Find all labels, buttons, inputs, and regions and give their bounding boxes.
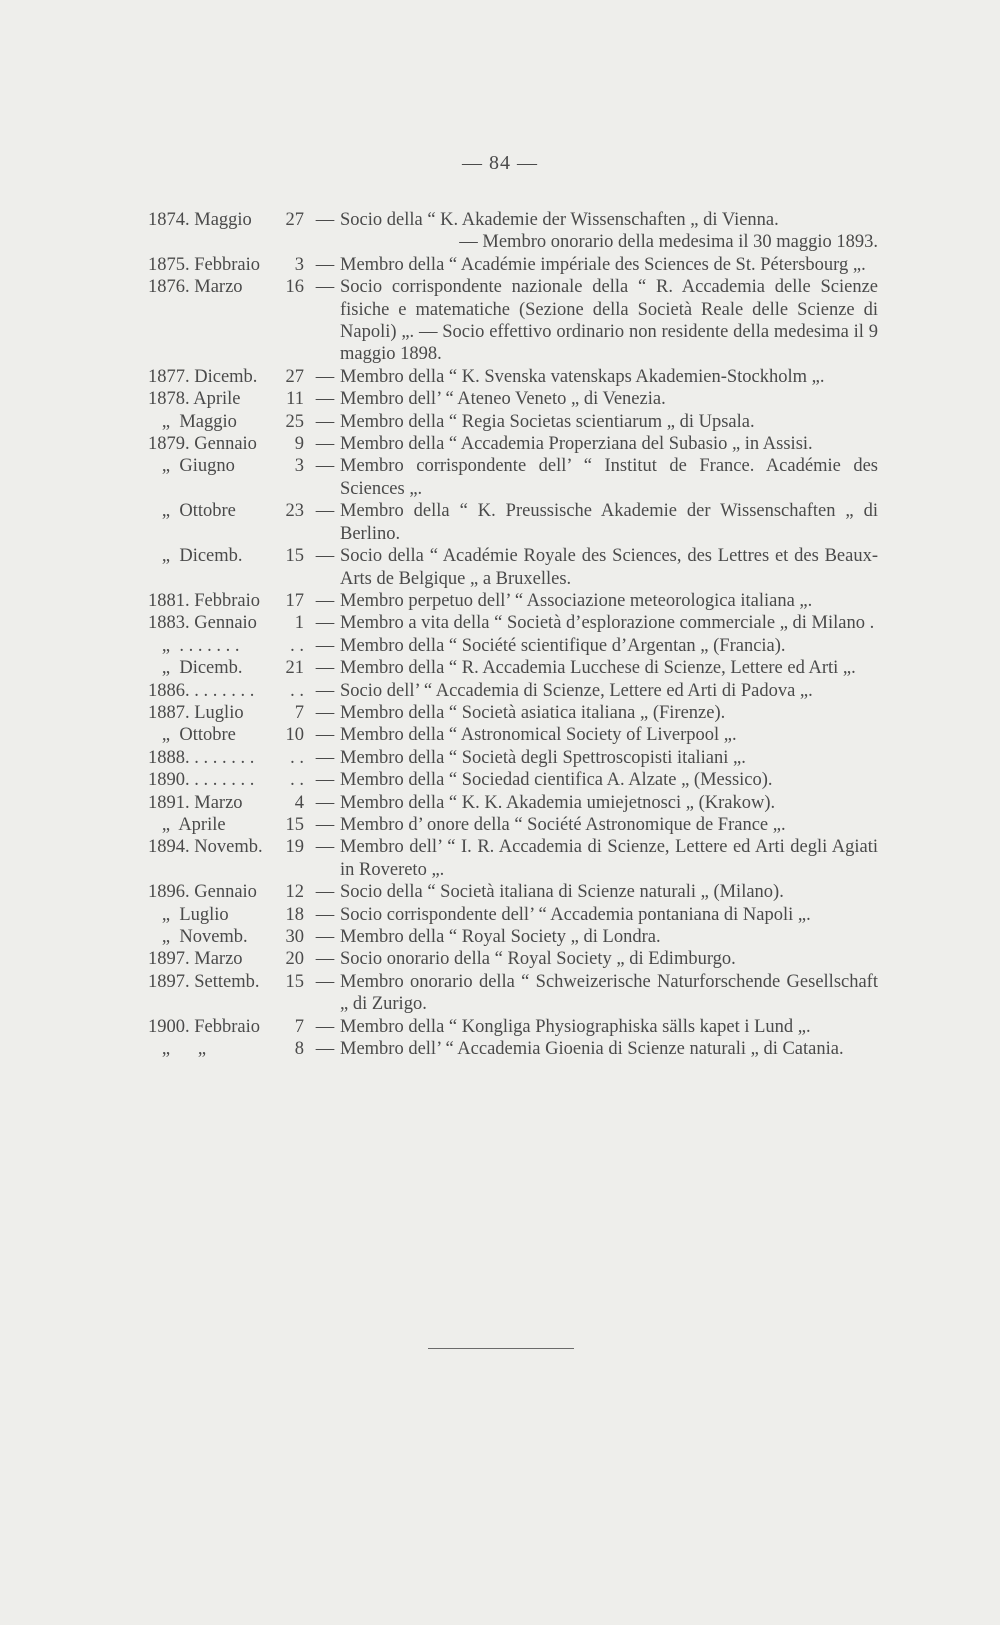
entry-dash: — [315,501,335,522]
list-item [148,948,878,970]
list-item [148,366,878,388]
entry-day: 25 [285,411,304,432]
entry-dash: — [315,210,335,230]
entry-text: Membro della “ R. Accademia Lucchese di Scienze, Lettere ed Arti „. [340,658,856,679]
entry-day: . . [290,770,304,791]
entry-text: Membro della “ Società asiatica italiana „ (Firenze). [340,702,726,723]
entry-text: Socio della “ K. Akademie der Wissenschaften „ di Vienna. [340,210,779,230]
entry-text: Membro della “ Regia Societas scientiarum „ di Upsala. [340,411,755,432]
list-item [148,1016,878,1038]
entry-dash: — [315,792,335,813]
entry-day: 7 [294,702,304,723]
entry-date: 1897. Marzo [148,949,243,970]
entry-dash: — [315,635,335,656]
entry-day: 17 [285,590,304,611]
list-item [148,1038,878,1060]
entry-text: Membro della “ Académie impériale des Sciences de St. Pétersbourg „. [340,254,866,275]
entry-date: „ Ottobre [148,501,236,522]
entry-text: — Membro onorario della medesima il 30 maggio 1893. [459,232,878,253]
list-item [148,836,878,881]
entry-dash: — [315,434,335,455]
entry-date: „ Dicemb. [148,658,243,679]
entry-date: 1874. Maggio [148,210,252,230]
entry-text: Membro della “ Società degli Spettroscopisti italiani „. [340,747,746,768]
entry-date: 1890. . . . . . . . [148,770,255,791]
entry-day: 27 [285,366,304,387]
list-item [148,545,878,590]
entry-dash: — [315,590,335,611]
entry-dash: — [315,680,335,701]
entry-date: 1900. Febbraio [148,1016,261,1037]
list-item [148,231,878,253]
list-item [148,971,878,1016]
entry-day: 15 [285,546,304,567]
entry-dash: — [315,613,335,634]
entry-day: 9 [294,434,304,455]
list-item [148,276,878,366]
entry-date: „ Giugno [148,456,235,477]
entry-dash: — [315,456,335,477]
entry-dash: — [315,927,335,947]
entry-date: 1896. Gennaio [148,882,257,903]
entry-dash: — [315,770,335,791]
entry-day: 15 [285,971,304,992]
entry-day: 18 [285,904,304,925]
entry-dash: — [315,949,335,970]
entry-day: 4 [294,792,304,813]
entry-date: 1891. Marzo [148,792,243,813]
entry-day: 21 [285,658,304,679]
entry-text: Membro della “ K. K. Akademia umiejetnosci „ (Krakow). [340,792,776,813]
entry-date: „ Ottobre [148,725,236,746]
list-item [148,500,878,545]
list-item [148,747,878,769]
entry-date: „ . . . . . . . [148,635,240,656]
list-item [148,455,878,500]
list-item [148,792,878,814]
entry-text: Socio corrispondente dell’ “ Accademia pontaniana di Napoli „. [340,904,811,925]
entry-text: Socio onorario della “ Royal Society „ di Edimburgo. [340,949,736,970]
closing-rule [428,1348,574,1349]
entry-dash: — [315,971,335,992]
entry-text: Membro onorario della “ Schweizerische Naturforschende Gesellschaft „ di Zurigo. [340,971,878,1015]
entry-dash: — [315,904,335,925]
list-item [148,433,878,455]
entry-dash: — [315,725,335,746]
entry-day: . . [290,747,304,768]
entry-text: Membro a vita della “ Società d’esplorazione commerciale „ di Milano . [340,613,875,634]
entry-date: „ Aprile [148,814,226,835]
list-item [148,724,878,746]
honors-list [148,209,878,1060]
entry-dash: — [315,366,335,387]
entry-date: „ Luglio [148,904,229,925]
list-item [148,612,878,634]
entry-dash: — [315,1016,335,1037]
page-number: — 84 — [462,152,538,174]
entry-dash: — [315,546,335,567]
entry-dash: — [315,411,335,432]
entry-day: 19 [285,837,304,858]
list-item [148,635,878,657]
entry-date: 1875. Febbraio [148,254,261,275]
entry-date: 1894. Novemb. [148,837,263,858]
entry-text: Membro della “ Astronomical Society of Liverpool „. [340,725,737,746]
list-item [148,926,878,948]
entry-dash: — [315,658,335,679]
entry-dash: — [315,1039,335,1060]
entry-day: 30 [285,927,304,947]
entry-date: 1888. . . . . . . . [148,747,255,768]
list-item [148,209,878,231]
entry-date: 1876. Marzo [148,277,243,298]
entry-text: Membro della “ K. Preussische Akademie der Wissenschaften „ di Berlino. [340,501,878,544]
entry-text: Socio dell’ “ Accademia di Scienze, Lettere ed Arti di Padova „. [340,680,813,701]
entry-day: 23 [285,501,304,522]
entry-date: 1897. Settemb. [148,971,260,992]
entry-text: Membro perpetuo dell’ “ Associazione meteorologica italiana „. [340,590,813,611]
entry-dash: — [315,702,335,723]
entry-date: 1883. Gennaio [148,613,257,634]
entry-dash: — [315,389,335,410]
entry-date: „ „ [148,1039,207,1060]
entry-text: Membro della “ Kongliga Physiographiska sälls kapet i Lund „. [340,1016,811,1037]
entry-date: „ Dicemb. [148,546,243,567]
entry-day: . . [290,680,304,701]
entry-text: Socio corrispondente nazionale della “ R. Accademia delle Scienze fisiche e matematiche (Sezione della Società Reale delle Scienze di Napoli) „. — Socio effettivo ordinario non residente della medesima il 9 maggio 1898. [340,277,878,365]
entry-day: 11 [286,389,304,410]
list-item [148,769,878,791]
entry-dash: — [315,747,335,768]
entry-day: 12 [285,882,304,903]
entry-day: 7 [294,1016,304,1037]
entry-date: 1878. Aprile [148,389,241,410]
entry-text: Membro della “ Royal Society „ di Londra. [340,927,661,947]
entry-text: Membro dell’ “ Ateneo Veneto „ di Venezia. [340,389,666,410]
entry-day: . . [290,635,304,656]
list-item [148,702,878,724]
list-item [148,254,878,276]
entry-day: 3 [294,254,304,275]
list-item [148,388,878,410]
entry-text: Membro d’ onore della “ Société Astronomique de France „. [340,814,786,835]
list-item [148,590,878,612]
entry-text: Membro della “ K. Svenska vatenskaps Akademien-Stockholm „. [340,366,825,387]
entry-day: 1 [294,613,304,634]
entry-dash: — [315,882,335,903]
entry-day: 8 [294,1039,304,1060]
entry-day: 3 [294,456,304,477]
entry-date: 1887. Luglio [148,702,244,723]
entry-day: 20 [285,949,304,970]
entry-dash: — [315,814,335,835]
entry-date: „ Novemb. [148,927,248,947]
entry-date: 1877. Dicemb. [148,366,258,387]
entry-date: 1879. Gennaio [148,434,257,455]
entry-text: Membro corrispondente dell’ “ Institut de France. Académie des Sciences „. [340,456,878,499]
entry-day: 16 [285,277,304,298]
list-item [148,680,878,702]
list-item [148,904,878,926]
entry-day: 15 [285,814,304,835]
entry-dash: — [315,254,335,275]
entry-dash: — [315,837,335,858]
list-item [148,657,878,679]
entry-text: Membro della “ Accademia Properziana del Subasio „ in Assisi. [340,434,813,455]
entry-date: 1886. . . . . . . . [148,680,255,701]
entry-date: „ Maggio [148,411,237,432]
list-item [148,411,878,433]
list-item [148,881,878,903]
entry-text: Socio della “ Académie Royale des Sciences, des Lettres et des Beaux-Arts de Belgique „ a Bruxelles. [340,546,878,589]
entry-text: Socio della “ Società italiana di Scienze naturali „ (Milano). [340,882,784,903]
entry-text: Membro della “ Société scientifique d’Argentan „ (Francia). [340,635,786,656]
list-item [148,814,878,836]
entry-day: 10 [285,725,304,746]
entry-day: 27 [285,210,304,230]
entry-dash: — [315,277,335,298]
entry-text: Membro dell’ “ Accademia Gioenia di Scienze naturali „ di Catania. [340,1039,844,1060]
entry-text: Membro dell’ “ I. R. Accademia di Scienze, Lettere ed Arti degli Agiati in Rovereto „. [340,837,878,880]
entry-text: Membro della “ Sociedad cientifica A. Alzate „ (Messico). [340,770,773,791]
entry-date: 1881. Febbraio [148,590,261,611]
